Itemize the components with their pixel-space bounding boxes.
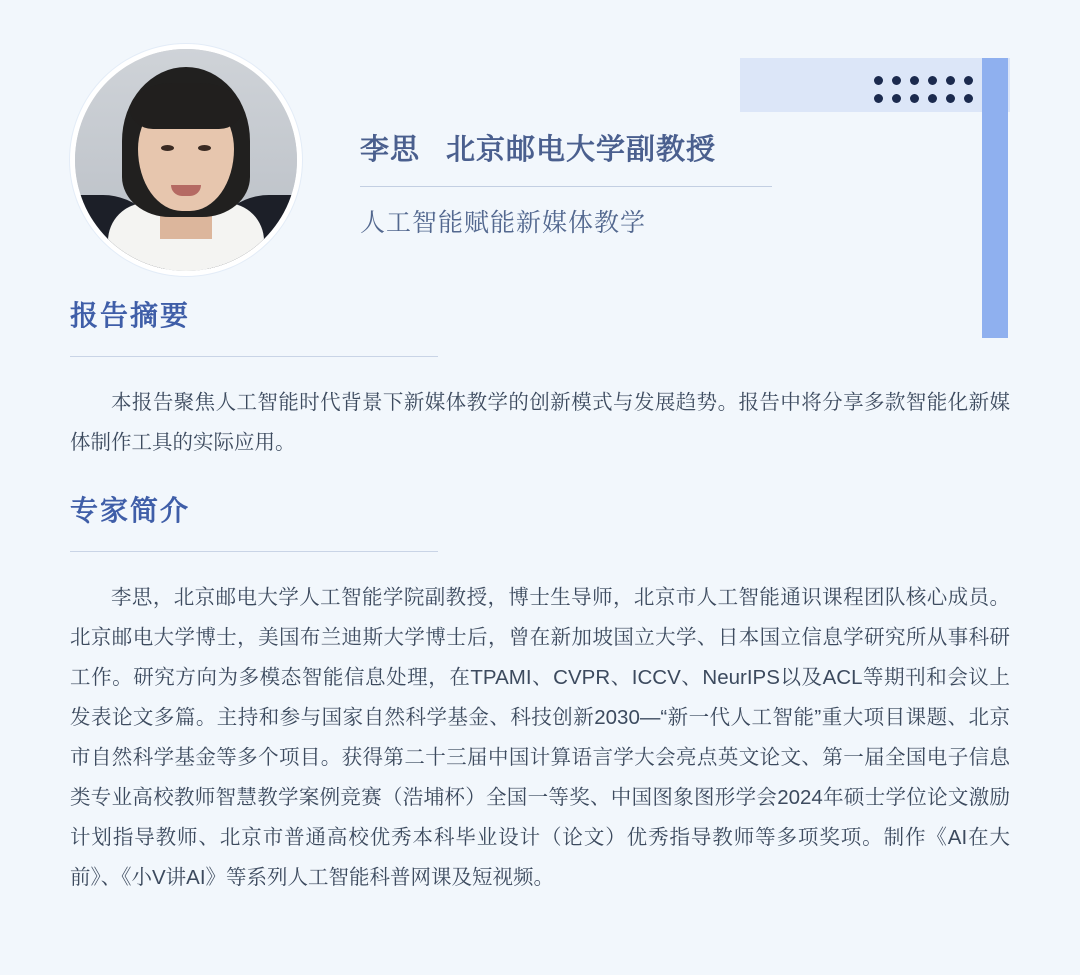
section-title-abstract: 报告摘要 xyxy=(70,300,191,331)
speaker-line xyxy=(360,127,772,168)
abstract-paragraph: 本报告聚焦人工智能时代背景下新媒体教学的创新模式与发展趋势。报告中将分享多款智能化新媒体制作工具的实际应用。 xyxy=(70,391,1010,454)
speaker-affiliation: 北京邮电大学副教授 xyxy=(446,134,717,166)
section-divider-abstract xyxy=(70,356,438,357)
title-divider xyxy=(360,186,772,187)
section-bio xyxy=(70,489,1010,898)
section-abstract xyxy=(70,294,1010,463)
avatar-ring xyxy=(70,44,302,276)
content-area xyxy=(0,258,1080,898)
section-divider-bio xyxy=(70,551,438,552)
section-title-bio: 专家简介 xyxy=(70,495,191,526)
speaker-title-block xyxy=(360,81,772,239)
avatar xyxy=(75,49,297,271)
bio-paragraph: 李思，北京邮电大学人工智能学院副教授，博士生导师，北京市人工智能通识课程团队核心成员。北京邮电大学博士，美国布兰迪斯大学博士后，曾在新加坡国立大学、日本国立信息学研究所从事科研工作。研究方向为多模态智能信息处理，在TPAMI、CVPR、ICCV、NeurIPS以及ACL等期刊和会议上发表论文多篇。主持和参与国家自然科学基金、科技创新2030—“新一代人工智能”重大项目课题、北京市自然科学基金等多个项目。获得第二十三届中国计算语言学大会亮点英文论文、第一届全国电子信息类专业高校教师智慧教学案例竞赛（浩埔杯）全国一等奖、中国图象图形学会2024年硕士学位论文激励计划指导教师、北京市普通高校优秀本科毕业设计（论文）优秀指导教师等多项奖项。制作《AI在大前》、《小V讲AI》等系列人工智能科普网课及短视频。 xyxy=(70,586,1010,889)
talk-topic: 人工智能赋能新媒体教学 xyxy=(360,209,647,237)
speaker-header xyxy=(0,0,1080,258)
speaker-name: 李思 xyxy=(360,134,421,166)
